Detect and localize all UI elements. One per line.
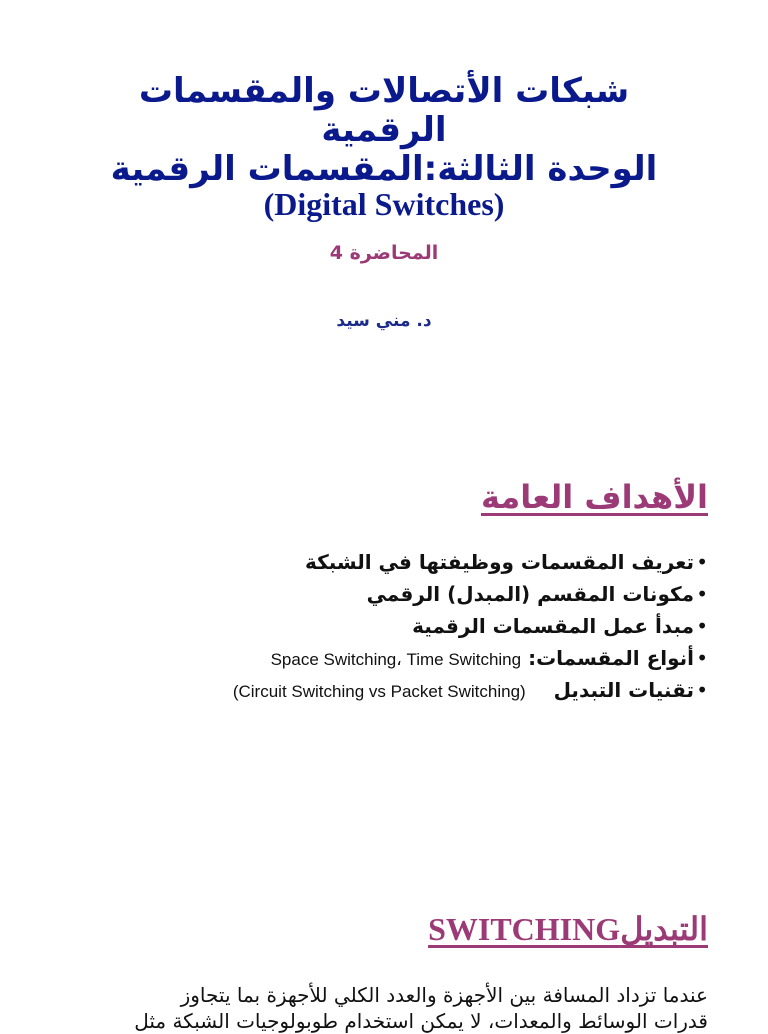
objectives-list — [68, 546, 708, 706]
switching-heading-english: SWITCHING — [428, 911, 621, 947]
bullet-icon: • — [696, 582, 708, 606]
list-item — [68, 674, 708, 706]
bullet-icon: • — [696, 550, 708, 574]
objective-text: تقنيات التبديل — [553, 678, 694, 702]
objectives-heading: الأهداف العامة — [480, 478, 708, 516]
title-line-2: الرقمية — [321, 110, 447, 150]
switching-heading-arabic: التبديل — [620, 911, 708, 947]
objective-english-text: (Circuit Switching vs Packet Switching) — [232, 682, 526, 701]
objective-english-text: Space Switching، Time Switching — [270, 650, 522, 669]
bullet-icon: • — [696, 678, 708, 702]
list-item — [68, 578, 708, 610]
list-item — [68, 546, 708, 578]
bullet-icon: • — [696, 614, 708, 638]
objective-text: مبدأ عمل المقسمات الرقمية — [412, 614, 694, 638]
switching-paragraph-line-2: قدرات الوسائط والمعدات، لا يمكن استخدام طوبولوجيات الشبكة مثل — [134, 1009, 708, 1033]
list-item — [68, 610, 708, 642]
author-name: د. مني سيد — [336, 311, 432, 331]
lecture-number: المحاضرة 4 — [329, 242, 439, 264]
switching-paragraph-line-1: عندما تزداد المسافة بين الأجهزة والعدد الكلي للأجهزة بما يتجاوز — [180, 983, 708, 1007]
title-english: (Digital Switches) — [263, 186, 505, 222]
switching-heading — [428, 910, 708, 948]
bullet-icon: • — [696, 646, 708, 670]
list-item — [68, 642, 708, 674]
objective-text: مكونات المقسم (المبدل) الرقمي — [366, 582, 694, 606]
objective-text: أنواع المقسمات: — [528, 646, 694, 670]
title-line-3: الوحدة الثالثة:المقسمات الرقمية — [110, 149, 658, 189]
title-line-1: شبكات الأتصالات والمقسمات — [138, 71, 630, 111]
objective-text: تعريف المقسمات ووظيفتها في الشبكة — [304, 550, 694, 574]
